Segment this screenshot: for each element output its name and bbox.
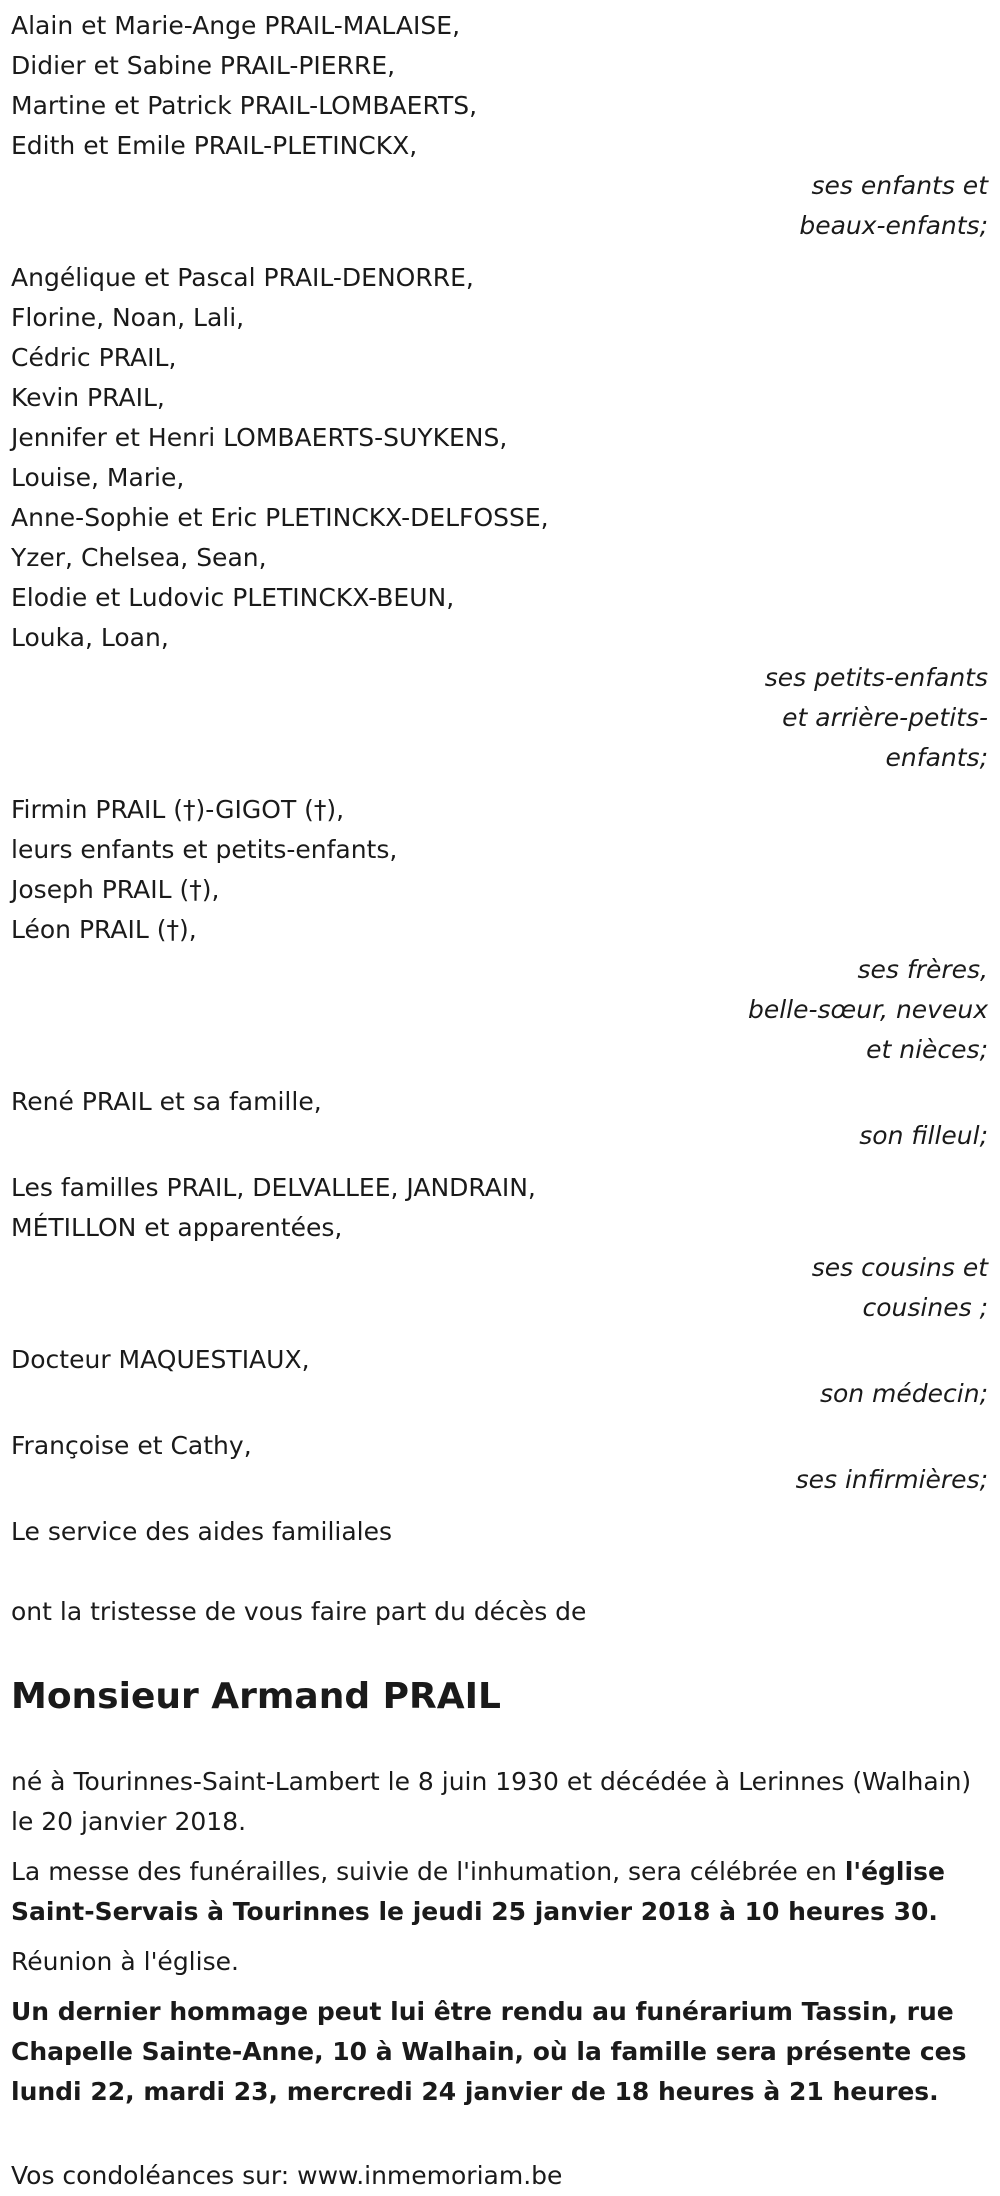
condolences-text: Vos condoléances sur: www.inmemoriam.be bbox=[11, 2161, 563, 2190]
group-godson bbox=[11, 1082, 989, 1156]
deceased-name: Monsieur Armand PRAIL bbox=[11, 1676, 501, 1717]
role-siblings: ses frères, belle-sœur, neveux et nièces; bbox=[747, 955, 988, 1064]
role-nurses: ses infirmières; bbox=[795, 1465, 988, 1494]
group-aides bbox=[11, 1512, 989, 1552]
names-siblings: Firmin PRAIL (†)-GIGOT (†), leurs enfants et petits-enfants, Joseph PRAIL (†), Léon PRAIL (†), bbox=[11, 795, 398, 944]
group-doctor bbox=[11, 1340, 989, 1414]
funeral-location-time: l'église Saint-Servais à Tourinnes le jeudi 25 janvier 2018 à 10 heures 30. bbox=[11, 1857, 945, 1926]
reunion-text: Réunion à l'église. bbox=[11, 1947, 239, 1976]
funeral-text bbox=[11, 1852, 989, 1932]
group-cousins bbox=[11, 1168, 989, 1328]
role-grandchildren: ses petits-enfants et arrière-petits- enfants; bbox=[764, 663, 988, 772]
homage-text: Un dernier hommage peut lui être rendu au funérarium Tassin, rue Chapelle Sainte-Anne, 10 à Walhain, où la famille sera présente ces lundi 22, mardi 23, mercredi 24 janvier de 18 heures à 21 heures. bbox=[11, 1997, 967, 2106]
names-doctor: Docteur MAQUESTIAUX, bbox=[11, 1345, 310, 1374]
names-grandchildren: Angélique et Pascal PRAIL-DENORRE, Florine, Noan, Lali, Cédric PRAIL, Kevin PRAIL, Jennifer et Henri LOMBAERTS-SUYKENS, Louise, Marie, Anne-Sophie et Eric PLETINCKX-DELFOSSE, Yzer, Chelsea, Sean, Elodie et Ludovic PLETINCKX-BEUN, Louka, Loan, bbox=[11, 263, 549, 652]
birth-death-text: né à Tourinnes-Saint-Lambert le 8 juin 1930 et décédée à Lerinnes (Walhain) le 20 janvier 2018. bbox=[11, 1767, 972, 1836]
group-nurses bbox=[11, 1426, 989, 1500]
announcement-intro: ont la tristesse de vous faire part du décès de bbox=[11, 1597, 587, 1626]
group-children bbox=[11, 6, 989, 246]
group-grandchildren bbox=[11, 258, 989, 778]
names-nurses: Françoise et Cathy, bbox=[11, 1431, 252, 1460]
names-cousins: Les familles PRAIL, DELVALLEE, JANDRAIN, MÉTILLON et apparentées, bbox=[11, 1173, 536, 1242]
role-godson: son filleul; bbox=[859, 1121, 988, 1150]
names-godson: René PRAIL et sa famille, bbox=[11, 1087, 322, 1116]
role-doctor: son médecin; bbox=[819, 1379, 988, 1408]
names-aides: Le service des aides familiales bbox=[11, 1517, 393, 1546]
funeral-lead: La messe des funérailles, suivie de l'inhumation, sera célébrée en bbox=[11, 1857, 845, 1886]
role-children: ses enfants et beaux-enfants; bbox=[799, 171, 988, 240]
names-children: Alain et Marie-Ange PRAIL-MALAISE, Didier et Sabine PRAIL-PIERRE, Martine et Patrick PRAIL-LOMBAERTS, Edith et Emile PRAIL-PLETINCKX, bbox=[11, 11, 478, 160]
role-cousins: ses cousins et cousines ; bbox=[811, 1253, 988, 1322]
group-siblings bbox=[11, 790, 989, 1070]
